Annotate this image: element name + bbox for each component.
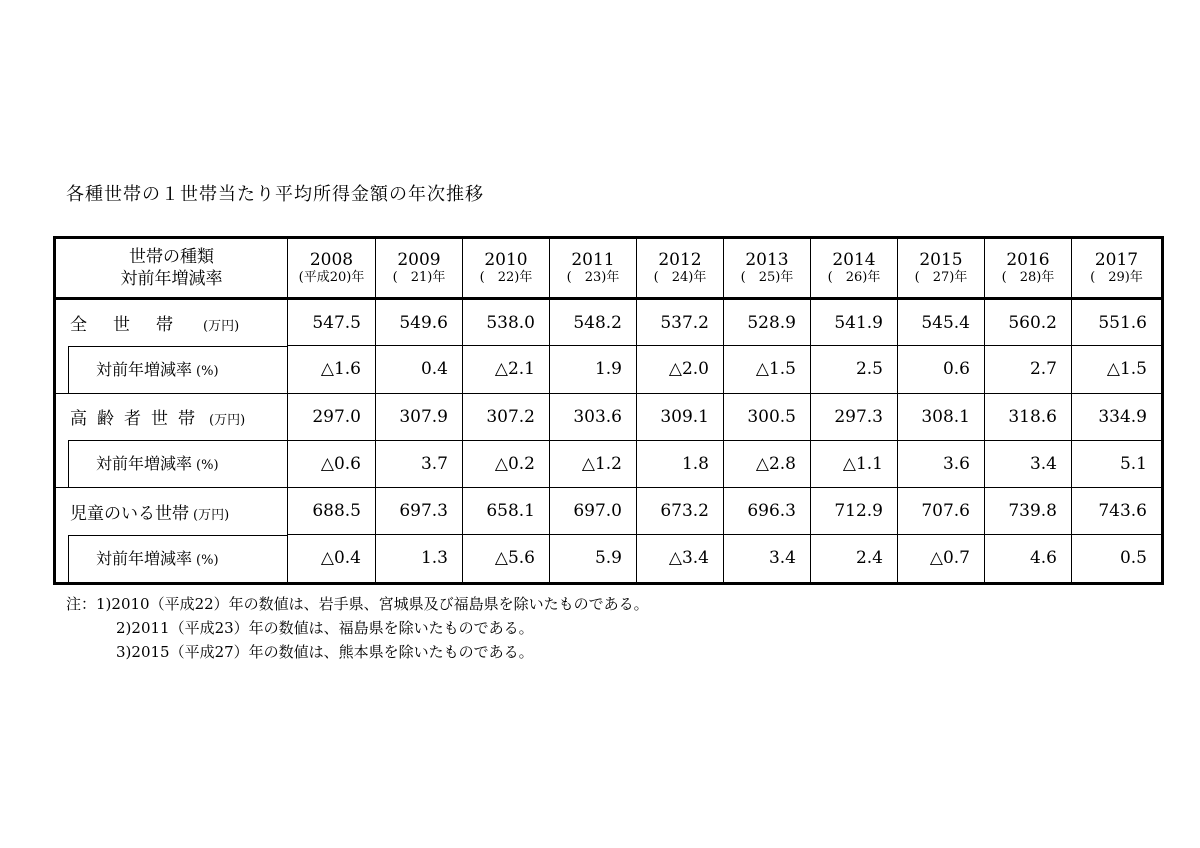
footnote: 3)2015（平成27）年の数値は、熊本県を除いたものである。 — [116, 643, 534, 661]
table-cell: 3.4 — [985, 440, 1072, 488]
table-cell: 300.5 — [724, 393, 811, 440]
table-cell: 739.8 — [985, 488, 1072, 535]
era-label: ( 27)年 — [914, 270, 968, 285]
table-cell: △1.2 — [550, 440, 637, 488]
header-year — [1072, 238, 1163, 299]
row-label — [55, 488, 288, 535]
row-label — [55, 440, 288, 488]
table-cell: 1.8 — [637, 440, 724, 488]
table-cell: 3.6 — [898, 440, 985, 488]
table-row-all-households-change — [55, 346, 1163, 394]
row-unit: (%) — [196, 552, 219, 568]
income-table — [53, 236, 1164, 585]
table-row-child-households — [55, 488, 1163, 535]
header-year — [376, 238, 463, 299]
header-year — [811, 238, 898, 299]
table-cell: 2.7 — [985, 346, 1072, 394]
table-cell: 2.4 — [811, 535, 898, 584]
era-label: ( 21)年 — [392, 270, 446, 285]
table-cell: △2.1 — [463, 346, 550, 394]
table-cell: △2.0 — [637, 346, 724, 394]
table-cell: 309.1 — [637, 393, 724, 440]
footnote: 2)2011（平成23）年の数値は、福島県を除いたものである。 — [116, 619, 534, 637]
era-label: ( 23)年 — [566, 270, 620, 285]
table-cell: 697.3 — [376, 488, 463, 535]
table-cell: 297.3 — [811, 393, 898, 440]
table-cell: 1.3 — [376, 535, 463, 584]
year-label: 2017 — [1094, 250, 1139, 270]
era-label: ( 24)年 — [653, 270, 707, 285]
row-label — [55, 535, 288, 584]
table-cell: △0.6 — [288, 440, 376, 488]
row-unit: (%) — [196, 458, 219, 473]
era-label: ( 25)年 — [740, 270, 794, 285]
footnotes — [66, 592, 649, 664]
table-cell: △0.2 — [463, 440, 550, 488]
table-cell: 0.4 — [376, 346, 463, 394]
row-unit: (%) — [196, 363, 219, 379]
table-cell: 3.7 — [376, 440, 463, 488]
table-cell: 560.2 — [985, 299, 1072, 346]
table-cell: 548.2 — [550, 299, 637, 346]
year-label: 2009 — [397, 250, 441, 270]
era-label: ( 29)年 — [1090, 270, 1143, 285]
table-title: 各種世帯の１世帯当たり平均所得金額の年次推移 — [66, 184, 484, 205]
year-label: 2016 — [1006, 250, 1050, 270]
table-cell: △1.5 — [724, 346, 811, 394]
header-label-line1: 世帯の種類 — [129, 247, 214, 267]
table-cell: 5.1 — [1072, 440, 1163, 488]
year-label: 2015 — [919, 250, 963, 270]
era-label: ( 22)年 — [479, 270, 533, 285]
row-unit: (万円) — [203, 319, 240, 335]
table-cell: 743.6 — [1072, 488, 1163, 535]
table-cell: 297.0 — [288, 393, 376, 440]
table-cell: 549.6 — [376, 299, 463, 346]
row-label-text: 高齢者世帯 — [70, 409, 205, 430]
table-cell: 712.9 — [811, 488, 898, 535]
table-cell: 528.9 — [724, 299, 811, 346]
year-label: 2014 — [832, 250, 876, 270]
header-label-line2: 対前年増減率 — [120, 269, 223, 289]
row-label — [55, 346, 288, 394]
year-label: 2011 — [571, 250, 615, 270]
table-cell: 696.3 — [724, 488, 811, 535]
header-year — [637, 238, 724, 299]
row-unit: (万円) — [209, 413, 246, 429]
table-cell: 5.9 — [550, 535, 637, 584]
table-cell: 707.6 — [898, 488, 985, 535]
table-row-elderly-households-change — [55, 440, 1163, 488]
table-row-child-households-change — [55, 535, 1163, 584]
header-year — [463, 238, 550, 299]
table-cell: 307.9 — [376, 393, 463, 440]
row-label-text: 全世帯 — [70, 315, 199, 336]
year-label: 2012 — [658, 250, 702, 270]
table-cell: 4.6 — [985, 535, 1072, 584]
row-unit: (万円) — [193, 507, 230, 523]
footnote: 注：1)2010（平成22）年の数値は、岩手県、宮城県及び福島県を除いたものである。 — [66, 595, 649, 613]
table-row-elderly-households — [55, 393, 1163, 440]
header-year — [288, 238, 376, 299]
row-label-text: 対前年増減率 — [96, 548, 193, 568]
row-label-text: 対前年増減率 — [96, 359, 193, 379]
row-label-text: 対前年増減率 — [96, 454, 193, 473]
table-cell: 3.4 — [724, 535, 811, 584]
table-cell: 2.5 — [811, 346, 898, 394]
table-cell: 308.1 — [898, 393, 985, 440]
table-cell: 0.5 — [1072, 535, 1163, 584]
header-year — [985, 238, 1072, 299]
table-cell: 318.6 — [985, 393, 1072, 440]
table-cell: △0.7 — [898, 535, 985, 584]
table-cell: 307.2 — [463, 393, 550, 440]
table-cell: 547.5 — [288, 299, 376, 346]
table-cell: △0.4 — [288, 535, 376, 584]
header-year — [898, 238, 985, 299]
table-cell: 541.9 — [811, 299, 898, 346]
table-cell: 537.2 — [637, 299, 724, 346]
table-cell: 538.0 — [463, 299, 550, 346]
header-year — [724, 238, 811, 299]
table-cell: △1.1 — [811, 440, 898, 488]
row-label-text: 児童のいる世帯 — [70, 503, 189, 524]
year-label: 2010 — [484, 250, 528, 270]
header-year — [550, 238, 637, 299]
table-cell: △1.5 — [1072, 346, 1163, 394]
era-label: ( 28)年 — [1001, 270, 1055, 285]
header-row — [55, 238, 1163, 299]
table-cell: 545.4 — [898, 299, 985, 346]
era-label: (平成20)年 — [298, 270, 365, 285]
table-cell: 303.6 — [550, 393, 637, 440]
year-label: 2008 — [309, 250, 354, 270]
table-cell: △2.8 — [724, 440, 811, 488]
table-cell: 0.6 — [898, 346, 985, 394]
row-label — [55, 393, 288, 440]
header-label — [55, 238, 288, 299]
table-cell: 688.5 — [288, 488, 376, 535]
table-cell: △5.6 — [463, 535, 550, 584]
era-label: ( 26)年 — [827, 270, 881, 285]
table-cell: △1.6 — [288, 346, 376, 394]
table-cell: 673.2 — [637, 488, 724, 535]
table-cell: 697.0 — [550, 488, 637, 535]
row-label — [55, 299, 288, 346]
table-cell: 334.9 — [1072, 393, 1163, 440]
table-cell: △3.4 — [637, 535, 724, 584]
year-label: 2013 — [745, 250, 789, 270]
table-cell: 658.1 — [463, 488, 550, 535]
table-cell: 1.9 — [550, 346, 637, 394]
table-row-all-households — [55, 299, 1163, 346]
table-cell: 551.6 — [1072, 299, 1163, 346]
